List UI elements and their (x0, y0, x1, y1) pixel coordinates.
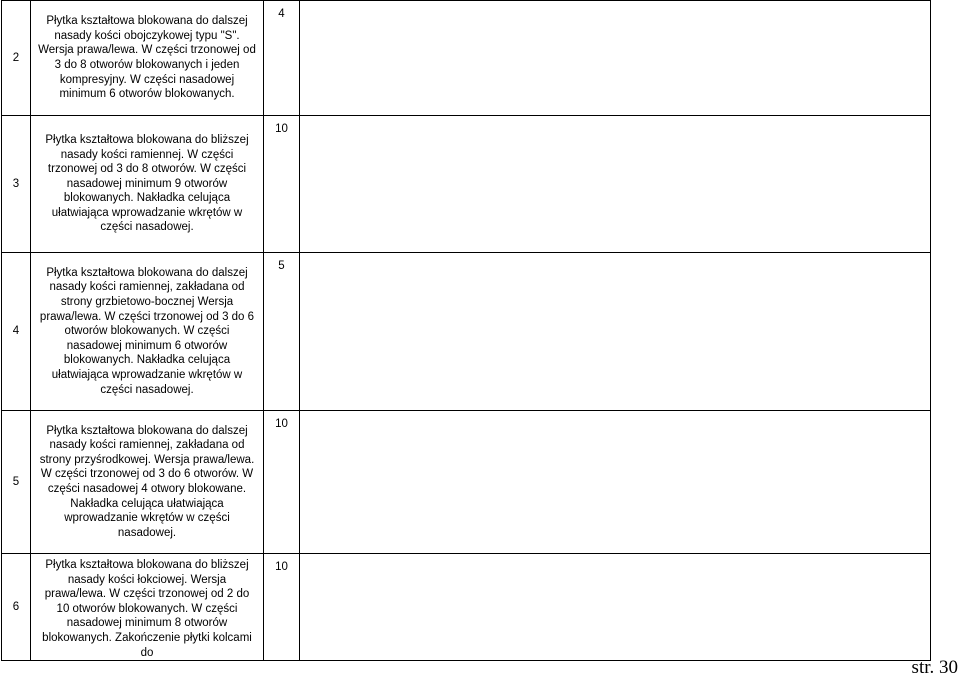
table-row (2, 1, 931, 116)
row-empty-cell (300, 116, 931, 253)
row-quantity (264, 116, 300, 253)
description-text: Płytka kształtowa blokowana do dalszej nasady kości ramiennej, zakładana od strony grzbietowo-bocznej Wersja prawa/lewa. W części trzonowej od 3 do 6 otworów blokowanych. W części nasadowej minimum 6 otworów blokowanych. Nakładka celująca ułatwiająca wprowadzanie wkrętów w części nasadowej. (39, 266, 255, 396)
description-text: Płytka kształtowa blokowana do dalszej nasady kości obojczykowej typu "S". Wersja prawa/lewa. W części trzonowej od 3 do 8 otworów blokowanych i jeden kompresyjny. W części nasadowej minimum 6 otworów blokowanych. (38, 15, 256, 101)
table-row (2, 554, 931, 661)
quantity-value: 5 (278, 260, 285, 272)
row-quantity (264, 554, 300, 661)
table-row (2, 253, 931, 411)
row-quantity (264, 253, 300, 411)
row-description (31, 1, 264, 116)
table-row (2, 411, 931, 554)
quantity-value: 4 (278, 8, 285, 20)
description-text: Płytka kształtowa blokowana do bliższej nasady kości łokciowej. Wersja prawa/lewa. W części trzonowej od 2 do 10 otworów blokowanych. W części nasadowej minimum 8 otworów blokowanych. Zakończenie płytki kolcami do (42, 559, 252, 659)
quantity-value: 10 (275, 418, 288, 430)
row-number: 6 (2, 554, 31, 661)
row-quantity (264, 1, 300, 116)
page-number: str. 30 (911, 657, 958, 678)
row-number: 2 (2, 1, 31, 116)
specification-table (1, 0, 931, 661)
row-number: 4 (2, 253, 31, 411)
row-description (31, 554, 264, 661)
row-empty-cell (300, 411, 931, 554)
row-empty-cell (300, 1, 931, 116)
description-text: Płytka kształtowa blokowana do dalszej nasady kości ramiennej, zakładana od strony przyśrodkowej. Wersja prawa/lewa. W części trzonowej od 3 do 6 otworów. W części nasadowej 4 otwory blokowane. Nakładka celująca ułatwiająca wprowadzanie wkrętów w części nasadowej. (39, 424, 255, 539)
row-number: 3 (2, 116, 31, 253)
row-empty-cell (300, 554, 931, 661)
table-row (2, 116, 931, 253)
quantity-value: 10 (275, 123, 288, 135)
row-description (31, 411, 264, 554)
row-description (31, 116, 264, 253)
description-text: Płytka kształtowa blokowana do bliższej nasady kości ramiennej. W części trzonowej od 3 do 8 otworów. W części nasadowej minimum 9 otworów blokowanych. Nakładka celująca ułatwiająca wprowadzanie wkrętów w części nasadowej. (45, 133, 249, 234)
row-description (31, 253, 264, 411)
row-empty-cell (300, 253, 931, 411)
row-number: 5 (2, 411, 31, 554)
quantity-value: 10 (275, 561, 288, 573)
row-quantity (264, 411, 300, 554)
